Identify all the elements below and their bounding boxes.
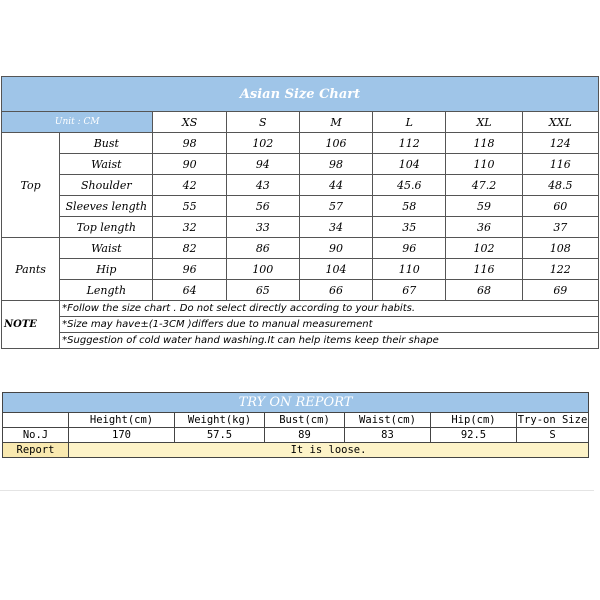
size-chart-table [1,76,599,349]
measurement-value: 112 [373,133,446,154]
measurement-value: 37 [522,217,598,238]
measurement-value: 108 [522,238,598,259]
size-row [2,196,599,217]
measurement-label: Waist [60,238,153,259]
try-on-report-title: TRY ON REPORT [3,393,589,413]
report-column-header: Hip(cm) [431,413,517,428]
measurement-value: 100 [226,259,299,280]
model-label: No.J [3,428,69,443]
size-header: L [373,112,446,133]
measurement-value: 90 [299,238,372,259]
measurement-value: 55 [153,196,226,217]
size-header: XXL [522,112,598,133]
try-on-report-table [2,392,589,458]
measurement-value: 118 [446,133,522,154]
measurement-value: 110 [446,154,522,175]
size-header: M [299,112,372,133]
measurement-value: 56 [226,196,299,217]
measurement-value: 98 [299,154,372,175]
measurement-value: 66 [299,280,372,301]
measurement-value: 86 [226,238,299,259]
measurement-value: 69 [522,280,598,301]
note-line: *Suggestion of cold water hand washing.It can help items keep their shape [60,333,599,349]
measurement-value: 47.2 [446,175,522,196]
size-row [2,259,599,280]
measurement-value: 102 [446,238,522,259]
measurement-value: 82 [153,238,226,259]
measurement-value: 102 [226,133,299,154]
measurement-value: 116 [446,259,522,280]
measurement-value: 68 [446,280,522,301]
report-label: Report [3,443,69,458]
report-value-cell: S [517,428,589,443]
measurement-value: 64 [153,280,226,301]
report-column-header: Weight(kg) [175,413,265,428]
measurement-value: 57 [299,196,372,217]
group-label: Top [2,133,60,238]
size-header: S [226,112,299,133]
measurement-value: 65 [226,280,299,301]
measurement-value: 43 [226,175,299,196]
size-chart-title: Asian Size Chart [2,77,599,112]
measurement-value: 104 [373,154,446,175]
measurement-value: 59 [446,196,522,217]
group-label: Pants [2,238,60,301]
empty-corner-cell [3,413,69,428]
measurement-value: 116 [522,154,598,175]
measurement-label: Top length [60,217,153,238]
divider [0,490,594,491]
report-column-header: Bust(cm) [265,413,345,428]
report-column-header: Try-on Size [517,414,588,426]
note-label: NOTE [2,301,60,349]
measurement-value: 94 [226,154,299,175]
report-text: It is loose. [69,443,589,458]
size-header: XS [153,112,226,133]
measurement-value: 104 [299,259,372,280]
note-line: *Follow the size chart . Do not select directly according to your habits. [60,301,599,317]
measurement-value: 96 [373,238,446,259]
measurement-value: 44 [299,175,372,196]
measurement-value: 124 [522,133,598,154]
report-value-cell: 57.5 [175,428,265,443]
measurement-label: Length [60,280,153,301]
report-value-cell: 92.5 [431,428,517,443]
measurement-label: Shoulder [60,175,153,196]
size-header: XL [446,112,522,133]
measurement-value: 34 [299,217,372,238]
report-column-header: Height(cm) [69,413,175,428]
size-row [2,238,599,259]
measurement-label: Waist [60,154,153,175]
size-row [2,280,599,301]
measurement-value: 35 [373,217,446,238]
size-row [2,217,599,238]
unit-label: Unit : CM [2,112,153,133]
measurement-value: 90 [153,154,226,175]
measurement-value: 106 [299,133,372,154]
measurement-value: 45.6 [373,175,446,196]
measurement-value: 48.5 [522,175,598,196]
measurement-value: 96 [153,259,226,280]
measurement-value: 32 [153,217,226,238]
size-row [2,154,599,175]
measurement-label: Sleeves length [60,196,153,217]
measurement-value: 42 [153,175,226,196]
report-column-header: Waist(cm) [345,413,431,428]
measurement-value: 60 [522,196,598,217]
measurement-value: 122 [522,259,598,280]
measurement-label: Hip [60,259,153,280]
measurement-label: Bust [60,133,153,154]
size-row [2,175,599,196]
report-value-cell: 83 [345,428,431,443]
measurement-value: 58 [373,196,446,217]
measurement-value: 67 [373,280,446,301]
size-row [2,133,599,154]
report-value-cell: 170 [69,428,175,443]
note-line: *Size may have±(1-3CM )differs due to manual measurement [60,317,599,333]
measurement-value: 36 [446,217,522,238]
report-value-cell: 89 [265,428,345,443]
measurement-value: 33 [226,217,299,238]
measurement-value: 98 [153,133,226,154]
measurement-value: 110 [373,259,446,280]
